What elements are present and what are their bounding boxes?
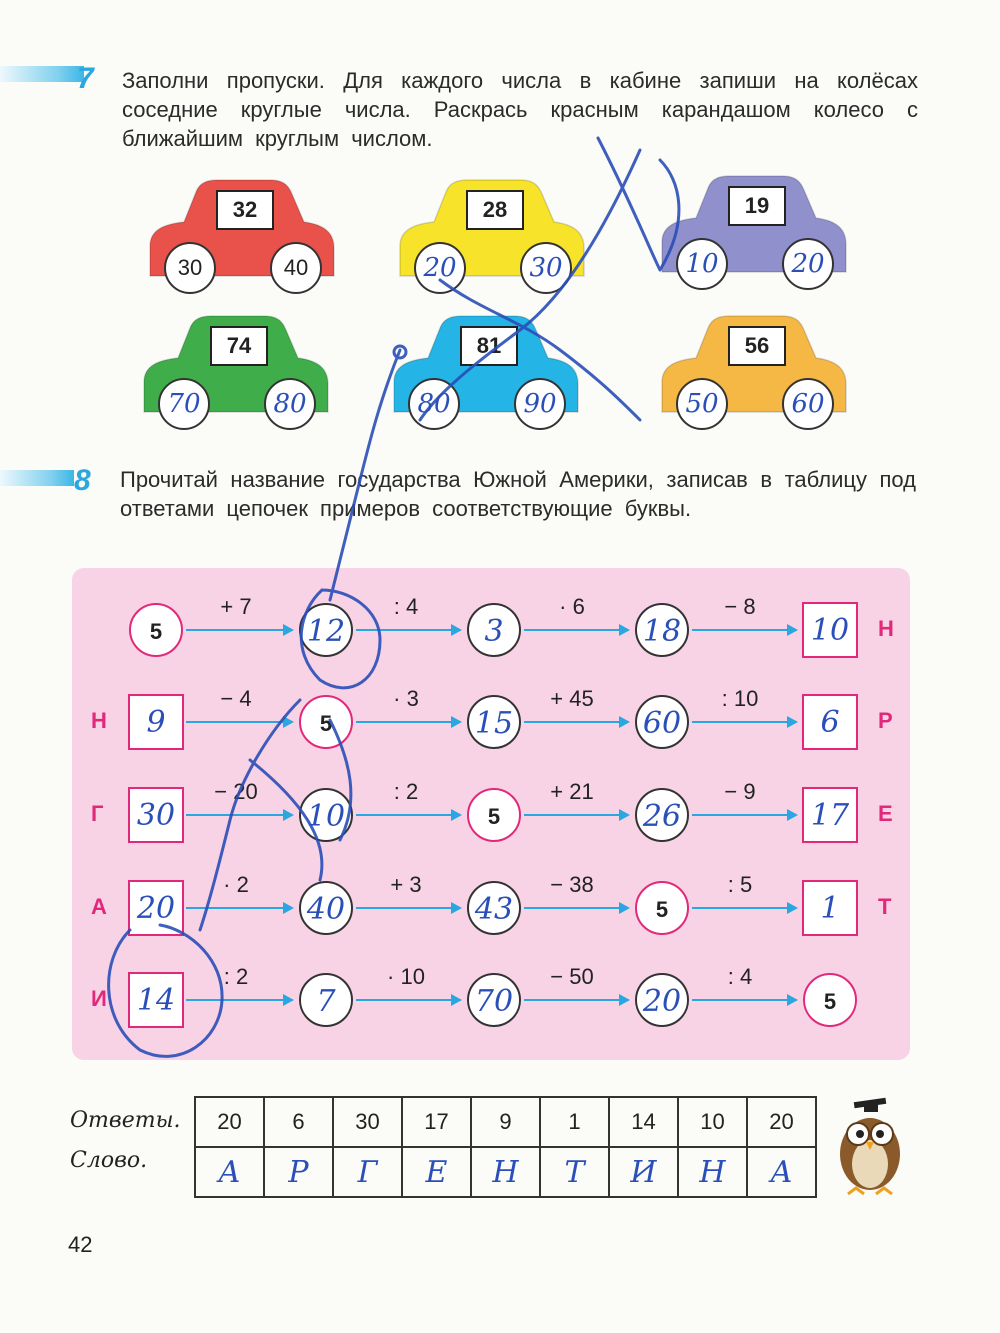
- car-right-wheel-answer[interactable]: 90: [514, 378, 566, 430]
- task-8-marker-bar: [0, 470, 74, 486]
- chain-operation: · 2: [223, 872, 249, 897]
- chain-operation: + 3: [390, 872, 422, 897]
- car-left-wheel: 30: [164, 242, 216, 294]
- chain-operation: : 2: [393, 779, 419, 804]
- answers-table: [194, 1096, 817, 1198]
- chain-answer-box[interactable]: 17: [802, 787, 858, 843]
- chain-operation: : 4: [727, 964, 753, 989]
- car-cabin-number: 74: [210, 326, 268, 366]
- chain-left-letter: Н: [91, 708, 107, 733]
- task-7-number: 7: [77, 62, 94, 95]
- chain-operation: + 7: [220, 594, 252, 619]
- chain-left-letter: И: [91, 986, 107, 1011]
- chain-arrow: [186, 814, 292, 816]
- chain-answer-box[interactable]: 20: [128, 880, 184, 936]
- chain-operation: − 50: [550, 964, 594, 989]
- car-5: [388, 312, 588, 442]
- chain-operation: : 5: [727, 872, 753, 897]
- chain-arrow: [186, 629, 292, 631]
- answer-number-cell: 30: [333, 1097, 402, 1147]
- chain-answer-box[interactable]: 6: [802, 694, 858, 750]
- chain-arrow: [186, 999, 292, 1001]
- word-letter-cell[interactable]: Е: [402, 1147, 471, 1197]
- chain-answer-circle[interactable]: 60: [635, 695, 689, 749]
- chain-operation: − 9: [724, 779, 756, 804]
- chain-arrow: [692, 999, 796, 1001]
- owl-professor-illustration: [828, 1096, 912, 1200]
- chain-arrow: [524, 907, 628, 909]
- chain-given-number: 5: [129, 603, 183, 657]
- chain-arrow: [692, 907, 796, 909]
- chain-operation: + 21: [550, 779, 594, 804]
- task-8-instructions: Прочитай название государства Южной Америки, записав в таблицу под ответами цепочек примеров соответствующие буквы.: [120, 467, 916, 521]
- word-letter-cell[interactable]: Р: [264, 1147, 333, 1197]
- answer-number-cell: 10: [678, 1097, 747, 1147]
- chain-right-letter: Р: [878, 708, 893, 733]
- car-right-wheel-answer[interactable]: 60: [782, 378, 834, 430]
- car-cabin-number: 28: [466, 190, 524, 230]
- car-right-wheel-answer[interactable]: 30: [520, 242, 572, 294]
- chain-answer-circle[interactable]: 26: [635, 788, 689, 842]
- answers-row: [195, 1097, 816, 1147]
- chain-operation: · 3: [393, 686, 419, 711]
- car-left-wheel-answer[interactable]: 80: [408, 378, 460, 430]
- chain-arrow: [356, 999, 460, 1001]
- chain-given-number: 5: [635, 881, 689, 935]
- car-cabin-number: 19: [728, 186, 786, 226]
- chain-operation: − 4: [220, 686, 252, 711]
- word-letter-cell[interactable]: Т: [540, 1147, 609, 1197]
- answer-number-cell: 14: [609, 1097, 678, 1147]
- chain-arrow: [692, 721, 796, 723]
- chain-arrow: [186, 907, 292, 909]
- chain-operation: − 38: [550, 872, 594, 897]
- word-label: Слово.: [70, 1148, 148, 1173]
- answer-number-cell: 9: [471, 1097, 540, 1147]
- chain-arrow: [692, 629, 796, 631]
- car-cabin-number: 81: [460, 326, 518, 366]
- chain-answer-circle[interactable]: 12: [299, 603, 353, 657]
- car-right-wheel: 40: [270, 242, 322, 294]
- chain-answer-circle[interactable]: 20: [635, 973, 689, 1027]
- car-3: [656, 172, 856, 302]
- chain-operation: − 20: [214, 779, 258, 804]
- chain-arrow: [524, 814, 628, 816]
- chain-arrow: [524, 629, 628, 631]
- car-right-wheel-answer[interactable]: 80: [264, 378, 316, 430]
- chain-answer-circle[interactable]: 7: [299, 973, 353, 1027]
- chain-operation: · 10: [387, 964, 425, 989]
- answer-number-cell: 6: [264, 1097, 333, 1147]
- word-letter-cell[interactable]: Н: [678, 1147, 747, 1197]
- chain-answer-box[interactable]: 10: [802, 602, 858, 658]
- car-cabin-number: 56: [728, 326, 786, 366]
- task-7-marker-bar: [0, 66, 84, 82]
- car-left-wheel-answer[interactable]: 70: [158, 378, 210, 430]
- chain-answer-circle[interactable]: 70: [467, 973, 521, 1027]
- chain-arrow: [356, 629, 460, 631]
- chain-answer-circle[interactable]: 10: [299, 788, 353, 842]
- answer-number-cell: 17: [402, 1097, 471, 1147]
- chain-given-number: 5: [803, 973, 857, 1027]
- car-4: [138, 312, 338, 442]
- word-letter-cell[interactable]: А: [195, 1147, 264, 1197]
- chain-answer-box[interactable]: 30: [128, 787, 184, 843]
- chain-left-letter: Г: [91, 801, 104, 826]
- chain-operation: − 8: [724, 594, 756, 619]
- car-left-wheel-answer[interactable]: 50: [676, 378, 728, 430]
- word-letter-cell[interactable]: А: [747, 1147, 816, 1197]
- chain-answer-box[interactable]: 1: [802, 880, 858, 936]
- chain-operation: : 4: [393, 594, 419, 619]
- chain-right-letter: Т: [878, 894, 892, 919]
- chain-answer-circle[interactable]: 15: [467, 695, 521, 749]
- answers-label: Ответы.: [70, 1108, 181, 1133]
- word-letter-cell[interactable]: Н: [471, 1147, 540, 1197]
- chain-arrow: [356, 721, 460, 723]
- chain-answer-circle[interactable]: 3: [467, 603, 521, 657]
- chain-given-number: 5: [467, 788, 521, 842]
- page-number: 42: [68, 1232, 93, 1257]
- chain-arrow: [692, 814, 796, 816]
- car-2: [394, 176, 594, 306]
- chain-answer-box[interactable]: 9: [128, 694, 184, 750]
- chain-answer-box[interactable]: 14: [128, 972, 184, 1028]
- chain-left-letter: А: [91, 894, 107, 919]
- chain-operation: + 45: [550, 686, 594, 711]
- chain-operation: · 6: [559, 594, 585, 619]
- answer-number-cell: 1: [540, 1097, 609, 1147]
- chain-arrow: [356, 907, 460, 909]
- chain-right-letter: Н: [878, 616, 894, 641]
- chain-answer-circle[interactable]: 18: [635, 603, 689, 657]
- task-7-instructions: Заполни пропуски. Для каждого числа в кабине запиши на колёсах соседние круглые числа. Раскрась красным карандашом колесо с ближайшим круглым числом.: [122, 68, 918, 151]
- car-6: [656, 312, 856, 442]
- answer-number-cell: 20: [195, 1097, 264, 1147]
- word-letter-cell[interactable]: Г: [333, 1147, 402, 1197]
- chain-given-number: 5: [299, 695, 353, 749]
- car-left-wheel-answer[interactable]: 20: [414, 242, 466, 294]
- chain-arrow: [186, 721, 292, 723]
- answer-number-cell: 20: [747, 1097, 816, 1147]
- car-left-wheel-answer[interactable]: 10: [676, 238, 728, 290]
- word-letter-cell[interactable]: И: [609, 1147, 678, 1197]
- car-1: [144, 176, 344, 306]
- car-right-wheel-answer[interactable]: 20: [782, 238, 834, 290]
- chain-arrow: [524, 999, 628, 1001]
- chain-arrow: [524, 721, 628, 723]
- word-row: [195, 1147, 816, 1197]
- chain-answer-circle[interactable]: 40: [299, 881, 353, 935]
- car-cabin-number: 32: [216, 190, 274, 230]
- task-8-number: 8: [74, 464, 91, 497]
- chain-arrow: [356, 814, 460, 816]
- chain-operation: : 10: [721, 686, 759, 711]
- chain-operation: : 2: [223, 964, 249, 989]
- chain-answer-circle[interactable]: 43: [467, 881, 521, 935]
- chain-right-letter: Е: [878, 801, 893, 826]
